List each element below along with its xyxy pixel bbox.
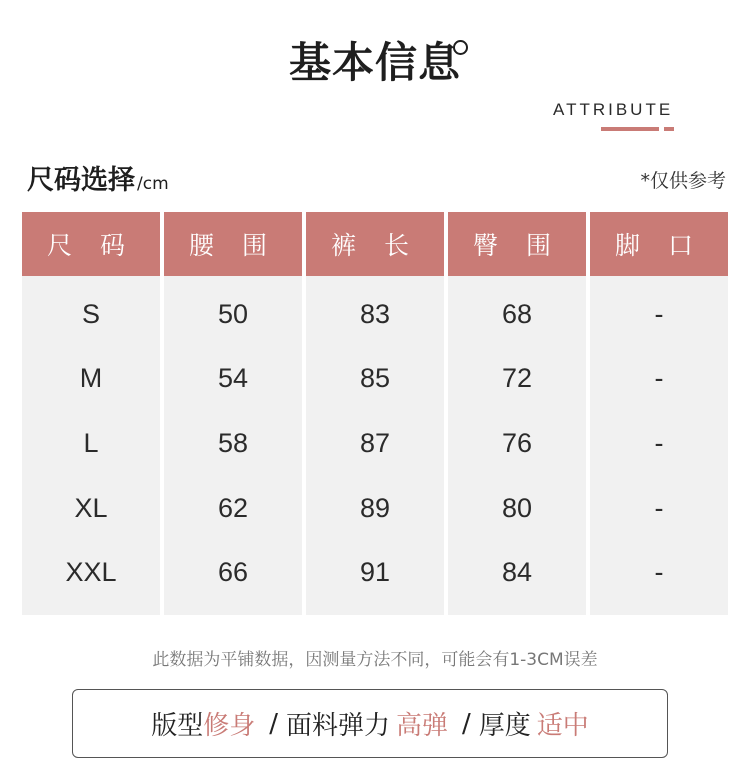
cell-length: 87 [306,411,444,476]
cell-size: L [22,411,160,476]
cell-hem: - [590,541,728,615]
separator: / [462,708,471,739]
degree-mark [453,40,468,55]
cell-hip: 84 [448,541,586,615]
cell-hem: - [590,476,728,541]
table-row [22,476,728,541]
header-waist: 腰 围 [164,212,302,276]
table-row [22,346,728,411]
separator: / [269,708,278,739]
cell-length: 85 [306,346,444,411]
fit-value: 修身 [203,711,256,741]
cell-length: 83 [306,276,444,346]
cell-hip: 76 [448,411,586,476]
thickness-label: 厚度 [478,711,531,741]
cell-hip: 80 [448,476,586,541]
cell-waist: 54 [164,346,302,411]
section-note: *仅供参考 [640,170,726,192]
subtitle-underline-dot [664,127,674,131]
section-title-text: 尺码选择 [27,165,135,196]
header-hip: 臀 围 [448,212,586,276]
section-unit: /cm [137,174,169,194]
cell-size: XXL [22,541,160,615]
cell-size: S [22,276,160,346]
attribute-summary [72,689,668,758]
cell-length: 91 [306,541,444,615]
cell-waist: 66 [164,541,302,615]
table-row [22,276,728,346]
page-title: 基本信息 [288,38,461,87]
size-table [18,212,732,615]
cell-hip: 68 [448,276,586,346]
subtitle-underline [601,127,659,131]
header-size: 尺 码 [22,212,160,276]
header-hem: 脚 口 [590,212,728,276]
cell-hip: 72 [448,346,586,411]
cell-size: XL [22,476,160,541]
thickness-value: 适中 [536,711,589,741]
stretch-value: 高弹 [396,711,449,741]
table-header-row [22,212,728,276]
cell-waist: 50 [164,276,302,346]
cell-hem: - [590,411,728,476]
section-title [27,158,169,197]
cell-hem: - [590,346,728,411]
cell-hem: - [590,276,728,346]
cell-size: M [22,346,160,411]
table-row [22,541,728,615]
page-subtitle: ATTRIBUTE [553,100,674,119]
table-row [22,411,728,476]
cell-waist: 62 [164,476,302,541]
cell-waist: 58 [164,411,302,476]
fit-label: 版型 [151,711,204,741]
header-length: 裤 长 [306,212,444,276]
cell-length: 89 [306,476,444,541]
stretch-label: 面料弹力 [285,711,390,741]
measurement-disclaimer: 此数据为平铺数据，因测量方法不同，可能会有1-3CM误差 [152,650,598,670]
